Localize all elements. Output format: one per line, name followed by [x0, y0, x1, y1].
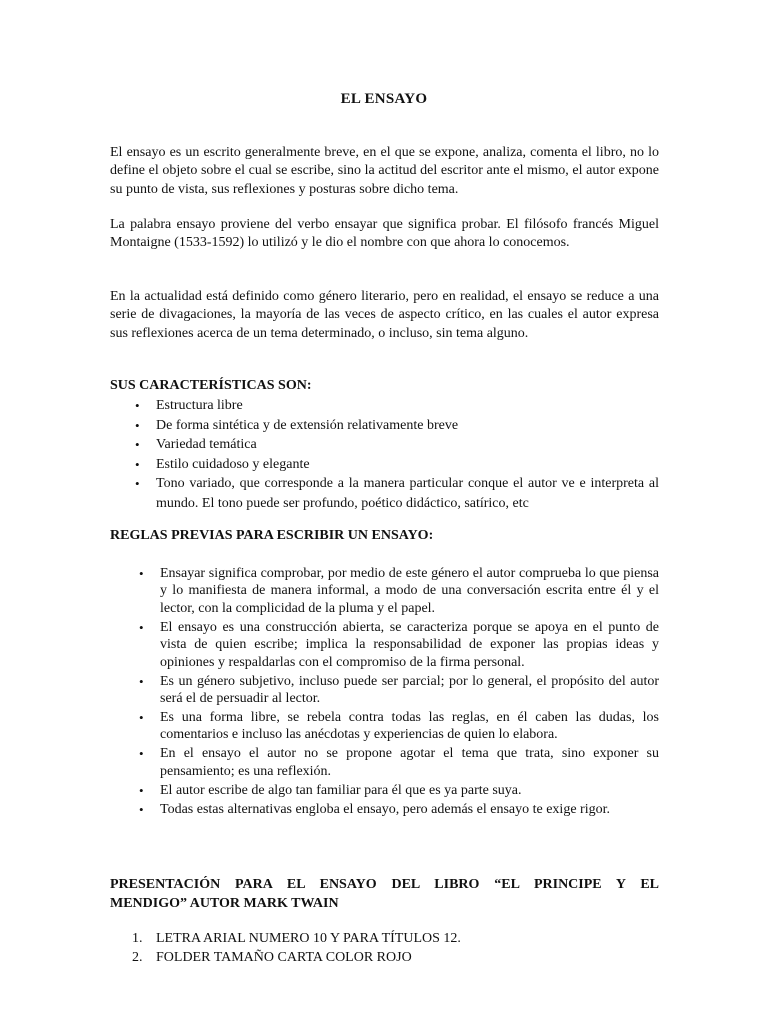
- list-item: • En el ensayo el autor no se propone agotar el tema que trata, sino exponer su pensamiento; es una reflexión.: [139, 746, 659, 779]
- presentation-heading: [110, 875, 659, 913]
- bullet-icon: •: [139, 710, 144, 726]
- characteristics-list: [135, 396, 659, 514]
- bullet-icon: •: [139, 801, 144, 817]
- list-item: • Estilo cuidadoso y elegante: [156, 455, 659, 475]
- bullet-icon: •: [139, 673, 144, 689]
- bullet-icon: •: [135, 417, 140, 433]
- bullet-icon: •: [139, 782, 144, 798]
- bullet-icon: •: [139, 566, 144, 581]
- intro-paragraph-1: El ensayo es un escrito generalmente breve, en el que se expone, analiza, comenta el libro, no lo define el objeto sobre el cual se escribe, sino la actitud del escritor ante el mismo, el autor expone su punto de vista, sus reflexiones y posturas sobre dicho tema.: [110, 145, 659, 197]
- bullet-icon: •: [135, 437, 140, 453]
- bullet-icon: •: [135, 456, 140, 472]
- rules-heading: REGLAS PREVIAS PARA ESCRIBIR UN ENSAYO:: [110, 528, 434, 543]
- presentation-list: [132, 929, 659, 967]
- list-item: • El autor escribe de algo tan familiar para él que es ya parte suya.: [139, 782, 522, 798]
- list-item: • Tono variado, que corresponde a la manera particular conque el autor ve e interpreta al mundo. El tono puede ser profundo, poético didáctico, satírico, etc: [135, 476, 659, 511]
- list-item: 2. FOLDER TAMAÑO CARTA COLOR ROJO: [132, 950, 412, 965]
- bullet-icon: •: [139, 746, 144, 762]
- bullet-icon: •: [139, 619, 144, 635]
- bullet-icon: •: [135, 398, 140, 413]
- document-title: EL ENSAYO: [340, 91, 428, 107]
- intro-paragraph-2: La palabra ensayo proviene del verbo ensayar que significa probar. El filósofo francés Miguel Montaigne (1533-1592) lo utilizó y le dio el nombre con que ahora lo conocemos.: [110, 217, 659, 251]
- list-item: • De forma sintética y de extensión relativamente breve: [156, 416, 659, 436]
- list-item: • Todas estas alternativas engloba el ensayo, pero además el ensayo te exige rigor.: [139, 801, 610, 817]
- list-number: 1.: [132, 931, 143, 946]
- list-item: • Es una forma libre, se rebela contra todas las reglas, en él caben las dudas, los comentarios e incluso las anécdotas y experiencias de quien lo elabora.: [139, 710, 659, 743]
- presentation-heading-line1: PRESENTACIÓN PARA EL ENSAYO DEL LIBRO “EL PRINCIPE Y EL: [110, 877, 659, 892]
- list-item: • Estructura libre: [156, 396, 659, 416]
- bullet-icon: •: [135, 476, 140, 492]
- list-number: 2.: [132, 950, 143, 965]
- list-item: • El ensayo es una construcción abierta, se caracteriza porque se apoya en el punto de vista de quien escribe; implica la responsabilidad de exponer las propias ideas y opiniones y respaldarlas con el compromiso de la firma personal.: [139, 619, 659, 670]
- intro-paragraph-3: En la actualidad está definido como género literario, pero en realidad, el ensayo se reduce a una serie de divagaciones, la mayoría de las veces de aspecto crítico, en las cuales el autor expresa sus reflexiones acerca de un tema determinado, o incluso, sin tema alguno.: [110, 289, 659, 341]
- characteristics-heading: SUS CARACTERÍSTICAS SON:: [110, 378, 312, 393]
- list-item: • Es un género subjetivo, incluso puede ser parcial; por lo general, el propósito del autor será el de persuadir al lector.: [139, 673, 659, 707]
- rules-list: [139, 565, 659, 820]
- list-item: • Variedad temática: [156, 435, 659, 455]
- list-item: 1. LETRA ARIAL NUMERO 10 Y PARA TÍTULOS 12.: [132, 931, 461, 946]
- list-item: • Ensayar significa comprobar, por medio de este género el autor comprueba lo que piensa y lo manifiesta de manera informal, a modo de una conversación escrita entre él y el lector, con la complicidad de la pluma y el papel.: [139, 566, 659, 616]
- presentation-heading-line2: MENDIGO” AUTOR MARK TWAIN: [110, 896, 339, 911]
